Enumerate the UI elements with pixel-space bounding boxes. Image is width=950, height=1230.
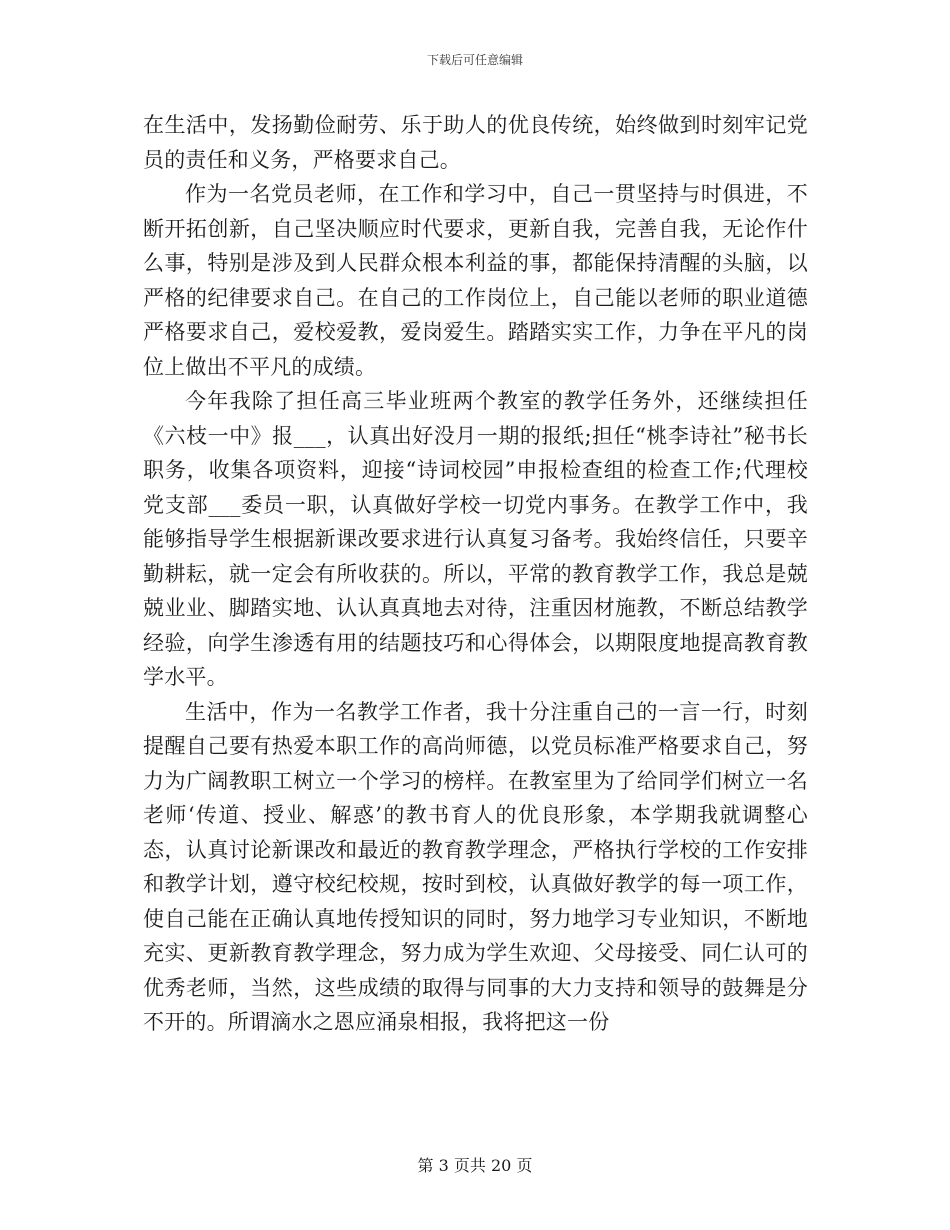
page-number-footer: 第 3 页共 20 页 [417, 1156, 533, 1175]
paragraph: 今年我除了担任高三毕业班两个教室的教学任务外，还继续担任《六枝一中》报___，认真出好没月一期的报纸;担任“桃李诗社”秘书长职务，收集各项资料，迎接“诗词校园”申报检查组的检查工作;代理校党支部___委员一职，认真做好学校一切党内事务。在教学工作中，我能够指导学生根据新课改要求进行认真复习备考。我始终信任，只要辛勤耕耘，就一定会有所收获的。所以，平常的教育教学工作，我总是兢兢业业、脚踏实地、认认真真地去对待，注重因材施教，不断总结教学经验，向学生渗透有用的结题技巧和心得体会，以期限度地提高教育教学水平。 [143, 389, 808, 689]
paragraph: 生活中，作为一名教学工作者，我十分注重自己的一言一行，时刻提醒自己要有热爱本职工作的高尚师德，以党员标准严格要求自己，努力为广阔教职工树立一个学习的榜样。在教室里为了给同学们树立一名老师‘传道、授业、解惑’的教书育人的优良形象，本学期我就调整心态，认真讨论新课改和最近的教育教学理念，严格执行学校的工作安排和教学计划，遵守校纪校规，按时到校，认真做好教学的每一项工作，使自己能在正确认真地传授知识的同时，努力地学习专业知识，不断地充实、更新教育教学理念，努力成为学生欢迎、父母接受、同仁认可的优秀老师，当然，这些成绩的取得与同事的大力支持和领导的鼓舞是分不开的。所谓滴水之恩应涌泉相报，我将把这一份 [143, 699, 808, 1034]
document-body [143, 108, 808, 1040]
paragraph: 作为一名党员老师，在工作和学习中，自己一贯坚持与时俱进，不断开拓创新，自己坚决顺应时代要求，更新自我，完善自我，无论作什么事，特别是涉及到人民群众根本利益的事，都能保持清醒的头脑，以严格的纪律要求自己。在自己的工作岗位上，自己能以老师的职业道德严格要求自己，爱校爱教，爱岗爱生。踏踏实实工作，力争在平凡的岗位上做出不平凡的成绩。 [143, 182, 808, 379]
paragraph-continuation: 在生活中，发扬勤俭耐劳、乐于助人的优良传统，始终做到时刻牢记党员的责任和义务，严格要求自己。 [143, 113, 808, 172]
page-header: 下载后可任意编辑 [426, 53, 523, 67]
